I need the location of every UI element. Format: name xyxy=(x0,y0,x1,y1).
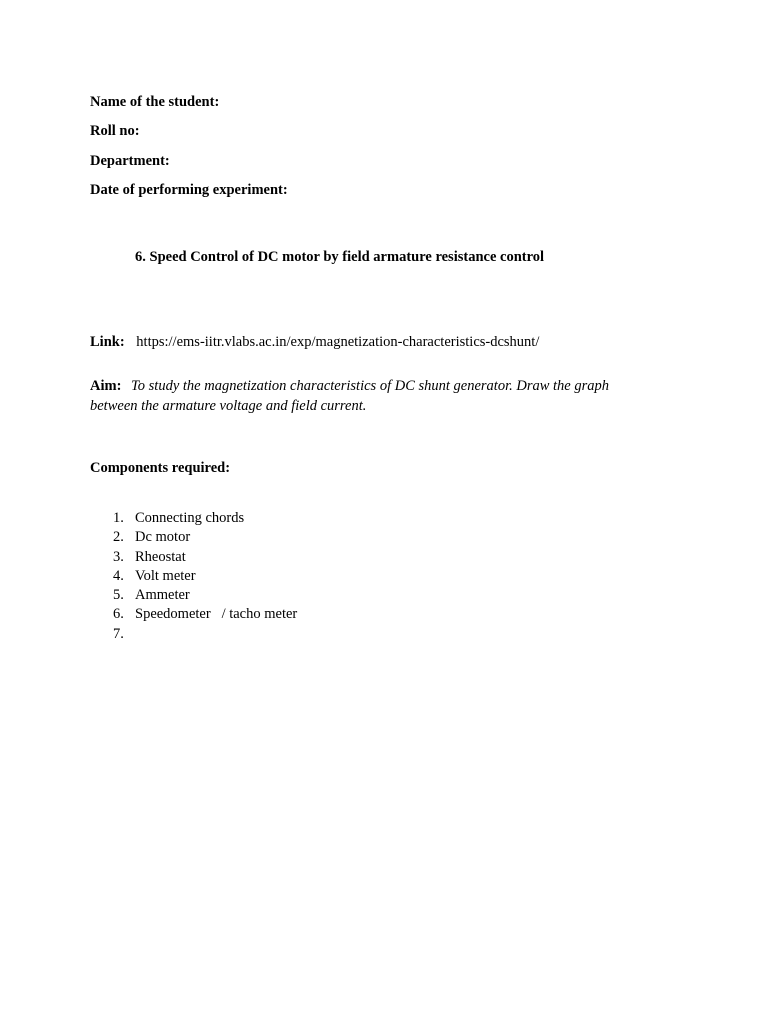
list-item-number: 6. xyxy=(113,606,124,623)
list-item-number: 5. xyxy=(113,587,124,604)
list-item-number: 7. xyxy=(113,625,124,642)
list-item-text: Connecting chords xyxy=(135,510,245,526)
list-item xyxy=(90,625,297,644)
list-item xyxy=(90,586,297,605)
list-item-text: Volt meter xyxy=(135,567,196,584)
list-item-text: Rheostat xyxy=(135,548,186,565)
list-item xyxy=(90,509,297,528)
components-list xyxy=(90,509,297,644)
experiment-title: 6. Speed Control of DC motor by field armature resistance control xyxy=(135,249,545,265)
list-item-text: Ammeter xyxy=(135,587,190,604)
link-url[interactable]: https://ems-iitr.vlabs.ac.in/exp/magnetization-characteristics-dcshunt/ xyxy=(136,334,540,350)
department-label: Department: xyxy=(90,153,170,169)
aim-text: To study the magnetization characteristics of DC shunt generator. Draw the graph between the armature voltage and field current. xyxy=(90,378,610,414)
link-label: Link: xyxy=(90,334,125,350)
list-item xyxy=(90,605,297,624)
components-heading: Components required: xyxy=(90,460,231,476)
list-item xyxy=(90,567,297,586)
list-item-number: 4. xyxy=(113,567,124,584)
list-item-text: Speedometer / tacho meter xyxy=(135,606,298,623)
list-item-number: 2. xyxy=(113,529,124,546)
list-item-text: Dc motor xyxy=(135,529,191,546)
list-item xyxy=(90,528,297,547)
list-item-number: 3. xyxy=(113,548,124,565)
student-name-label: Name of the student: xyxy=(90,94,220,110)
list-item xyxy=(90,548,297,567)
roll-no-label: Roll no: xyxy=(90,123,140,139)
aim-block xyxy=(90,376,650,416)
experiment-date-label: Date of performing experiment: xyxy=(90,182,288,198)
list-item-number: 1. xyxy=(113,510,124,526)
aim-label: Aim: xyxy=(90,378,122,394)
link-line xyxy=(90,334,539,351)
